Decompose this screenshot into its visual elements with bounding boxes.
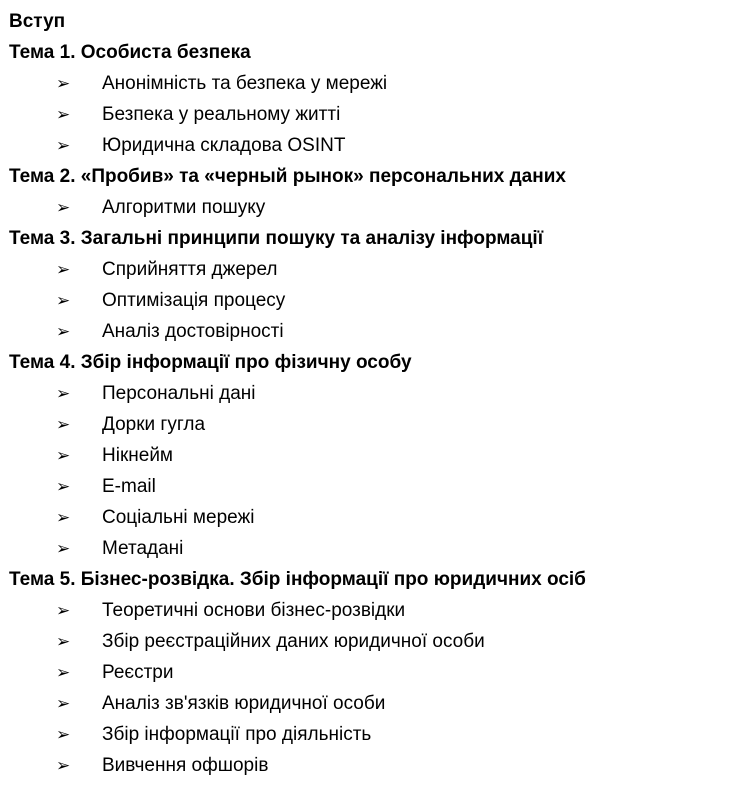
topic-title: Тема 4. Збір інформації про фізичну особу <box>9 352 412 373</box>
list-item <box>9 502 744 533</box>
list-item-text: Збір інформації про діяльність <box>102 724 372 745</box>
arrow-bullet-icon: ➢ <box>56 477 71 496</box>
list-item <box>9 378 744 409</box>
list-item-text: Збір реєстраційних даних юридичної особи <box>102 631 485 652</box>
topic-section-2 <box>9 161 744 223</box>
list-item <box>9 254 744 285</box>
list-item-text: Вивчення офшорів <box>102 755 269 776</box>
topic-title: Тема 2. «Пробив» та «черный рынок» персональних даних <box>9 166 566 187</box>
list-item <box>9 192 744 223</box>
topic-section-3 <box>9 223 744 347</box>
list-item <box>9 440 744 471</box>
arrow-bullet-icon: ➢ <box>56 415 71 434</box>
topic-section-1 <box>9 37 744 161</box>
arrow-bullet-icon: ➢ <box>56 725 71 744</box>
arrow-bullet-icon: ➢ <box>56 74 71 93</box>
list-item <box>9 285 744 316</box>
topic-items <box>9 595 744 781</box>
list-item-text: Реєстри <box>102 662 174 683</box>
list-item-text: Безпека у реальному житті <box>102 104 341 125</box>
arrow-bullet-icon: ➢ <box>56 539 71 558</box>
topic-items <box>9 68 744 161</box>
arrow-bullet-icon: ➢ <box>56 446 71 465</box>
list-item <box>9 595 744 626</box>
list-item-text: Персональні дані <box>102 383 256 404</box>
list-item-text: Сприйняття джерел <box>102 259 278 280</box>
list-item <box>9 750 744 781</box>
topic-title: Тема 1. Особиста безпека <box>9 42 251 63</box>
list-item-text: Аналіз зв'язків юридичної особи <box>102 693 386 714</box>
topic-title: Тема 3. Загальні принципи пошуку та аналізу інформації <box>9 228 544 249</box>
arrow-bullet-icon: ➢ <box>56 632 71 651</box>
topic-items <box>9 192 744 223</box>
list-item-text: E-mail <box>102 476 156 497</box>
list-item-text: Юридична складова OSINT <box>102 135 346 156</box>
list-item-text: Алгоритми пошуку <box>102 197 266 218</box>
list-item <box>9 471 744 502</box>
list-item-text: Анонімність та безпека у мережі <box>102 73 388 94</box>
topic-items <box>9 254 744 347</box>
arrow-bullet-icon: ➢ <box>56 384 71 403</box>
list-item <box>9 409 744 440</box>
list-item <box>9 130 744 161</box>
list-item-text: Соціальні мережі <box>102 507 255 528</box>
list-item <box>9 719 744 750</box>
list-item-text: Метадані <box>102 538 184 559</box>
arrow-bullet-icon: ➢ <box>56 136 71 155</box>
arrow-bullet-icon: ➢ <box>56 694 71 713</box>
intro-heading: Вступ <box>9 11 66 32</box>
arrow-bullet-icon: ➢ <box>56 601 71 620</box>
list-item-text: Дорки гугла <box>102 414 206 435</box>
arrow-bullet-icon: ➢ <box>56 198 71 217</box>
topic-title: Тема 5. Бізнес-розвідка. Збір інформації про юридичних осіб <box>9 569 586 590</box>
list-item <box>9 316 744 347</box>
list-item <box>9 68 744 99</box>
list-item <box>9 688 744 719</box>
arrow-bullet-icon: ➢ <box>56 260 71 279</box>
arrow-bullet-icon: ➢ <box>56 105 71 124</box>
list-item <box>9 533 744 564</box>
list-item-text: Нікнейм <box>102 445 173 466</box>
list-item-text: Оптимізація процесу <box>102 290 286 311</box>
list-item-text: Аналіз достовірності <box>102 321 284 342</box>
arrow-bullet-icon: ➢ <box>56 322 71 341</box>
topic-items <box>9 378 744 564</box>
arrow-bullet-icon: ➢ <box>56 508 71 527</box>
course-outline <box>9 6 744 781</box>
topics-list <box>9 37 744 781</box>
arrow-bullet-icon: ➢ <box>56 756 71 775</box>
list-item <box>9 657 744 688</box>
topic-section-4 <box>9 347 744 564</box>
topic-section-5 <box>9 564 744 781</box>
list-item <box>9 626 744 657</box>
list-item <box>9 99 744 130</box>
list-item-text: Теоретичні основи бізнес-розвідки <box>102 600 406 621</box>
arrow-bullet-icon: ➢ <box>56 663 71 682</box>
arrow-bullet-icon: ➢ <box>56 291 71 310</box>
